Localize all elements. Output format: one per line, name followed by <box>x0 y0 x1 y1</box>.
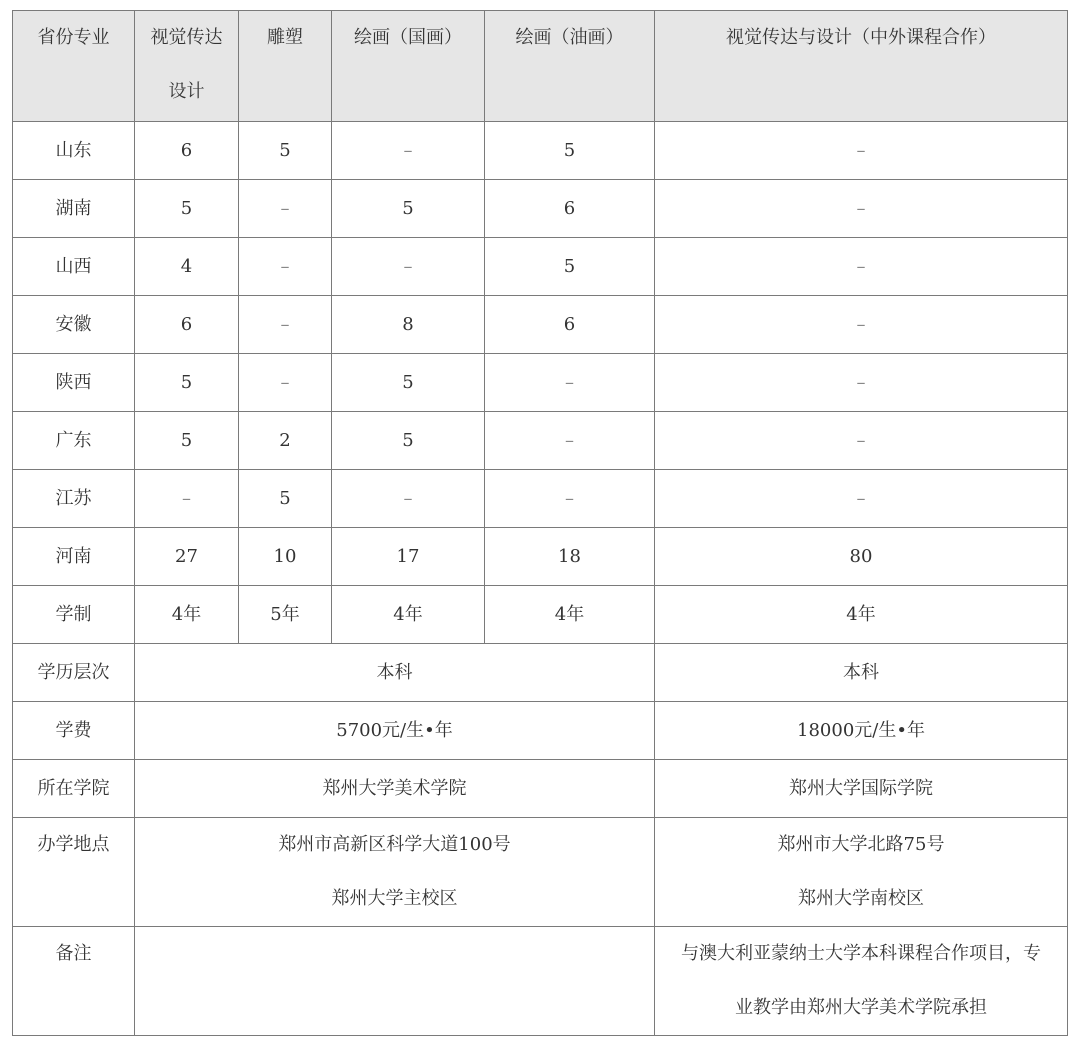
header-painting-cn: 绘画（国画） <box>332 11 485 122</box>
tuition-main: 5700元/生•年 <box>135 702 655 760</box>
college-main: 郑州大学美术学院 <box>135 760 655 818</box>
location-intl-line1: 郑州市大学北路75号 <box>777 834 945 855</box>
remark-intl-line1: 与澳大利亚蒙纳士大学本科课程合作项目，专 <box>681 943 1041 964</box>
cell-visual: 27 <box>135 528 239 586</box>
cell-visual-intl: – <box>655 354 1068 412</box>
cell-visual-intl: – <box>655 238 1068 296</box>
cell-visual: 6 <box>135 122 239 180</box>
table-row <box>13 296 1068 354</box>
table-row <box>13 470 1068 528</box>
cell-painting-oil: 18 <box>485 528 655 586</box>
location-main-line2: 郑州大学主校区 <box>331 888 458 909</box>
duration-row <box>13 586 1068 644</box>
college-row <box>13 760 1068 818</box>
cell-painting-cn: 5 <box>332 412 485 470</box>
tuition-label: 学费 <box>13 702 135 760</box>
cell-province: 湖南 <box>13 180 135 238</box>
cell-visual-intl: – <box>655 296 1068 354</box>
cell-visual-intl: – <box>655 470 1068 528</box>
cell-province: 安徽 <box>13 296 135 354</box>
remark-intl-line2: 业教学由郑州大学美术学院承担 <box>735 997 987 1018</box>
cell-visual: 5 <box>135 180 239 238</box>
cell-province: 河南 <box>13 528 135 586</box>
table-row <box>13 238 1068 296</box>
duration-visual: 4年 <box>135 586 239 644</box>
cell-painting-cn: 8 <box>332 296 485 354</box>
cell-visual: 5 <box>135 412 239 470</box>
header-sculpture: 雕塑 <box>239 11 332 122</box>
location-intl <box>655 818 1068 927</box>
location-row <box>13 818 1068 927</box>
cell-visual: 5 <box>135 354 239 412</box>
cell-sculpture: – <box>239 180 332 238</box>
tuition-intl: 18000元/生•年 <box>655 702 1068 760</box>
cell-painting-cn: 17 <box>332 528 485 586</box>
header-visual-line1: 视觉传达 <box>150 27 223 48</box>
duration-sculpture: 5年 <box>239 586 332 644</box>
location-main-line1: 郑州市高新区科学大道100号 <box>278 834 511 855</box>
header-painting-oil: 绘画（油画） <box>485 11 655 122</box>
cell-province: 山西 <box>13 238 135 296</box>
college-label: 所在学院 <box>13 760 135 818</box>
cell-sculpture: 2 <box>239 412 332 470</box>
cell-painting-cn: – <box>332 122 485 180</box>
cell-sculpture: – <box>239 354 332 412</box>
header-visual <box>135 11 239 122</box>
cell-painting-oil: – <box>485 354 655 412</box>
cell-sculpture: – <box>239 238 332 296</box>
remark-label: 备注 <box>13 927 135 1036</box>
header-visual-line2: 设计 <box>168 81 205 102</box>
cell-painting-oil: 5 <box>485 122 655 180</box>
cell-sculpture: 5 <box>239 470 332 528</box>
level-row <box>13 644 1068 702</box>
table-row <box>13 180 1068 238</box>
cell-visual: – <box>135 470 239 528</box>
location-label: 办学地点 <box>13 818 135 927</box>
cell-province: 江苏 <box>13 470 135 528</box>
cell-visual-intl: – <box>655 122 1068 180</box>
cell-sculpture: 10 <box>239 528 332 586</box>
cell-painting-oil: 6 <box>485 180 655 238</box>
duration-label: 学制 <box>13 586 135 644</box>
cell-visual-intl: – <box>655 180 1068 238</box>
cell-painting-cn: 5 <box>332 354 485 412</box>
table-row <box>13 412 1068 470</box>
level-main: 本科 <box>135 644 655 702</box>
duration-painting-oil: 4年 <box>485 586 655 644</box>
location-intl-line2: 郑州大学南校区 <box>798 888 924 909</box>
remark-main <box>135 927 655 1036</box>
cell-visual: 4 <box>135 238 239 296</box>
cell-painting-oil: 5 <box>485 238 655 296</box>
cell-visual-intl: 80 <box>655 528 1068 586</box>
cell-province: 山东 <box>13 122 135 180</box>
cell-visual: 6 <box>135 296 239 354</box>
cell-painting-cn: – <box>332 470 485 528</box>
tuition-row <box>13 702 1068 760</box>
header-province: 省份专业 <box>13 11 135 122</box>
table-row <box>13 122 1068 180</box>
table-row <box>13 354 1068 412</box>
cell-sculpture: – <box>239 296 332 354</box>
remark-intl <box>655 927 1068 1036</box>
level-intl: 本科 <box>655 644 1068 702</box>
cell-province: 陕西 <box>13 354 135 412</box>
level-label: 学历层次 <box>13 644 135 702</box>
remark-row <box>13 927 1068 1036</box>
cell-painting-cn: – <box>332 238 485 296</box>
cell-painting-oil: – <box>485 470 655 528</box>
college-intl: 郑州大学国际学院 <box>655 760 1068 818</box>
cell-painting-cn: 5 <box>332 180 485 238</box>
table-row <box>13 528 1068 586</box>
admission-table <box>12 10 1068 1036</box>
header-visual-intl: 视觉传达与设计（中外课程合作） <box>655 11 1068 122</box>
header-row <box>13 11 1068 122</box>
duration-visual-intl: 4年 <box>655 586 1068 644</box>
duration-painting-cn: 4年 <box>332 586 485 644</box>
location-main <box>135 818 655 927</box>
cell-province: 广东 <box>13 412 135 470</box>
cell-sculpture: 5 <box>239 122 332 180</box>
cell-painting-oil: 6 <box>485 296 655 354</box>
cell-visual-intl: – <box>655 412 1068 470</box>
cell-painting-oil: – <box>485 412 655 470</box>
